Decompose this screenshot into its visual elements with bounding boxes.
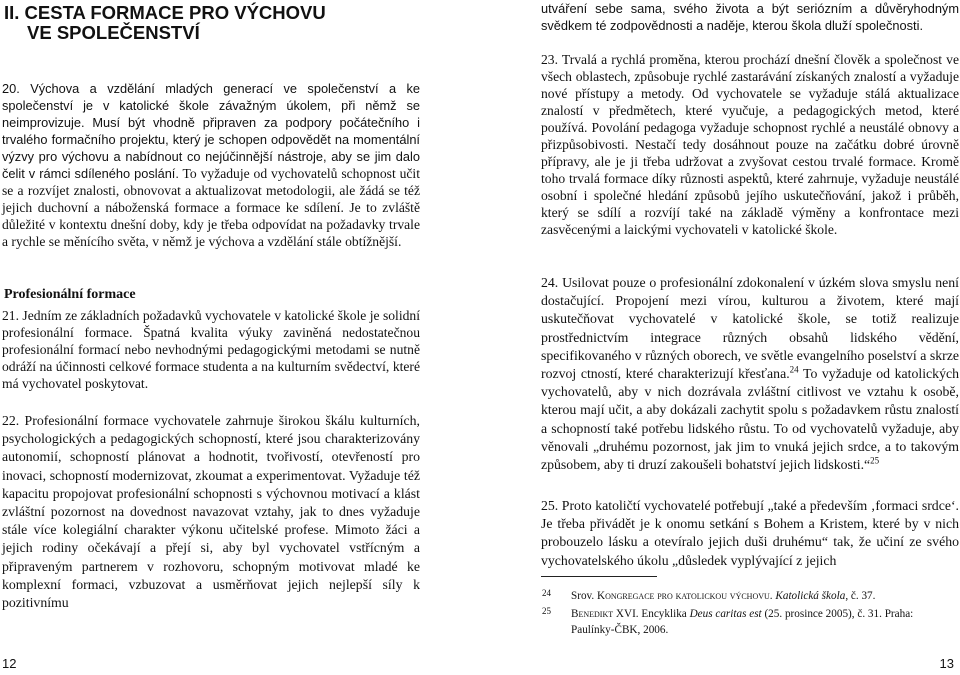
paragraph-23: 23. Trvalá a rychlá proměna, kterou prochází dnešní člověk a společnost ve všech oblastech, způsobuje rychlé zastarávání získaných znalostí a vyžaduje nové přístupy a metody. Od vychovatele se vyžaduje stálá aktualizace znalostí v předmětech, které vyučuje, a pedagogických metod, které používá. Povolání pedagoga vyžaduje schopnost rychlé a neustálé obnovy a přizpůsobivosti. Nestačí tedy dosáhnout pouze na začátku dobré úrovně přípravy, ale je ji třeba udržovat a zvyšovat cestou trvalé formace. Kromě toho trvalá formace díky různosti aspektů, které zahrnuje, vyžaduje neustálé osobní i společné hledání způsobů jejího uskutečňování, jakož i průběh, který se sdílí a rozvíjí také na základě výměny a konfrontace mezi zasvěcenými a laickými vychovateli v katolické škole. [541,52,959,237]
footnote-title: Deus caritas est [689,608,762,620]
footnote-text-post: (25. prosince 2005), č. 31. Praha: Paulínky-ČBK, 2006. [571,608,914,636]
footnote-author: Kongregace pro katolickou výchovu [597,590,770,602]
footnote-25 [541,606,959,638]
footnote-text-pre: Srov. [571,590,598,602]
paragraph-20 [2,80,420,250]
footnote-text-mid: . [769,590,776,602]
paragraph-24 [541,274,959,474]
footnote-title: Katolická škola [775,590,846,602]
page-number-right: 13 [939,656,954,671]
paragraph-continued: utváření sebe sama, svého života a být seriózním a důvěryhodným svědkem té zodpovědnosti a naděje, kterou škola dluží společnosti. [541,1,959,33]
footnote-divider [541,576,657,577]
section-heading: Profesionální formace [4,287,136,302]
paragraph-20-part1: 20. Výchova a vzdělání mladých generací ve společenství a ke společenství je v katolické škole závažným úkolem, při němž se neimprovizuje. Musí být vhodně připraven za podpory počátečního i trvalého formačního projektu, který je schopen odpovědět na momentální výzvy pro výchovu a nabídnout co nejúčinnější nástroje, aby se jim dalo čelit v rámci sdíleného poslání. [2,81,420,181]
paragraph-24-text-b: To vyžaduje od katolických vychovatelů, aby v nich dozrávala zvláštní citlivost ve vztahu k osobě, kterou mají učit, a aby dokázali zachytit spolu s požadavkem růstu znalostí a schopností také potřebu lidského růstu. To od vychovatelů vyžaduje, aby věnovali „druhému pozornost, jak jim to vnuká jejich srdce, a to takovým způsobem, aby ti druzí zakoušeli bohatství jejich lidskosti.“ [541,366,960,473]
chapter-title [4,3,326,43]
footnote-author: Benedikt [571,608,614,620]
footnote-number: 24 [542,588,551,598]
paragraph-22: 22. Profesionální formace vychovatele zahrnuje širokou škálu kulturních, psychologických a pedagogických schopností, které jsou charakterizovány autonomií, schopností plánovat a hodnotit, tvořivostí, otevřeností pro inovaci, schopností modernizovat, zkoumat a experimentovat. Vyžaduje též kapacitu propojovat profesionální schopnosti s výchovnou motivací a klást zvláštní pozornost na dovednost navazovat vztahy, jak to dnes vyžaduje stále více kolegiální charakter výkonu učitelské profese. Mimoto žáci a jejich rodiny očekávají a přejí si, aby byl vychovatel vstřícným a připraveným partnerem v rozhovoru, schopným motivovat mladé ke komplexní formaci, vzbuzovat a usměrňovat jejich nejlepší síly k pozitivnímu [2,413,420,611]
paragraph-20-part2: To vyžaduje od vychovatelů schopnost učit se a rozvíjet znalosti, obnovovat a aktualizovat metodologii, ale žádá se též jejich duchovní a náboženská formace a formace ke sdílení. Je to zvláště důležité v kontextu dnešní doby, kdy je třeba odpovídat na požadavky trvale a rychle se měnícího světa, v němž je výchova a vzdělání stále obtížnější. [2,166,420,249]
footnote-text [541,588,959,604]
footnote-ref-24: 24 [789,364,799,375]
chapter-title-line2: VE SPOLEČENSTVÍ [27,22,200,43]
chapter-title-line1: II. CESTA FORMACE PRO VÝCHOVU [4,2,326,23]
footnote-text [541,606,959,638]
footnote-text-mid: XVI. Encyklika [613,608,690,620]
footnote-24 [541,588,959,604]
paragraph-24-text-a: 24. Usilovat pouze o profesionální zdokonalení v úzkém slova smyslu není dostačující. Propojení mezi vírou, kulturou a životem, které mají uskutečňovat vychovatelé v katolické škole, se totiž realizuje prostřednictvím integrace různých obsahů lidského vědění, specifikovaného v různých oborech, ve světle evangelního poselství a skrze rozvoj ctností, které charakterizují křesťana. [541,275,959,382]
paragraph-25: 25. Proto katoličtí vychovatelé potřebují „také a především ‚formaci srdce‘. Je třeba přivádět je k onomu setkání s Bohem a Kristem, které by v nich probouzelo lásku a otevíralo jejich duši druhému“ tak, že učiní ze svého vychovatelského úkolu „důsledek vyplývající z jejich [541,498,959,568]
page-number-left: 12 [2,656,17,671]
paragraph-21: 21. Jedním ze základních požadavků vychovatele v katolické škole je solidní profesionální formace. Špatná kvalita výuky zaviněná nedostatečnou profesionální formací nebo nevhodnými pedagogickými metodami se nutně odráží na účinnosti celkové formace studenta a na kulturním svědectví, které má vychovatel poskytovat. [2,308,420,391]
footnote-ref-25: 25 [870,455,880,466]
footnote-number: 25 [542,606,551,616]
footnote-text-post: , č. 37. [845,590,876,602]
